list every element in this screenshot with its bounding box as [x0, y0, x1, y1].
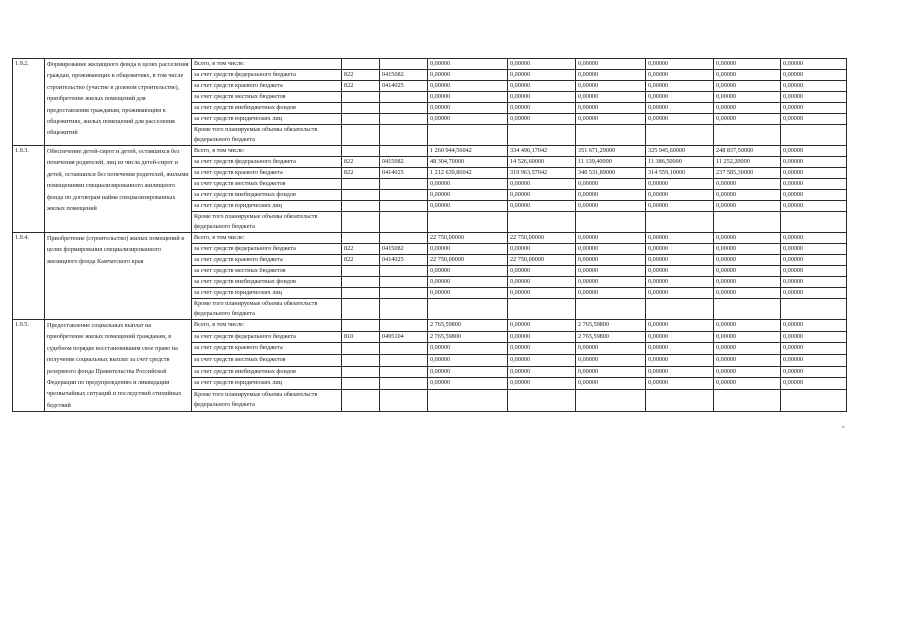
amount-cell: 0,00000 [508, 277, 576, 288]
amount-cell: 0,00000 [576, 70, 646, 81]
amount-cell: 0,00000 [781, 114, 847, 125]
grbs-code [342, 201, 380, 212]
amount-cell: 0,00000 [781, 277, 847, 288]
amount-cell: 0,00000 [428, 81, 508, 92]
amount-cell: 0,00000 [646, 201, 714, 212]
budget-code [380, 320, 428, 332]
budget-code [380, 59, 428, 70]
amount-cell: 0,00000 [508, 244, 576, 255]
grbs-code [342, 288, 380, 299]
amount-cell: 0,00000 [428, 114, 508, 125]
amount-cell: 0,00000 [508, 288, 576, 299]
amount-cell [781, 125, 847, 146]
budget-code [380, 299, 428, 320]
amount-cell: 237 585,30000 [714, 168, 781, 179]
amount-cell: 0,00000 [576, 277, 646, 288]
budget-code: 0495104 [380, 331, 428, 343]
table-body [13, 59, 847, 412]
item-number: 1.9.2. [13, 59, 45, 146]
budget-code [380, 366, 428, 378]
amount-cell: 0,00000 [646, 114, 714, 125]
amount-cell: 0,00000 [781, 146, 847, 157]
grbs-code [342, 277, 380, 288]
amount-cell: 0,00000 [428, 59, 508, 70]
funding-source: за счет средств внебюджетных фондов [192, 366, 342, 378]
amount-cell: 0,00000 [646, 320, 714, 332]
amount-cell: 0,00000 [428, 92, 508, 103]
amount-cell: 48 304,70000 [428, 157, 508, 168]
amount-cell: 0,00000 [714, 114, 781, 125]
amount-cell [576, 212, 646, 233]
funding-source: за счет средств федерального бюджета [192, 157, 342, 168]
amount-cell: 0,00000 [428, 288, 508, 299]
amount-cell [714, 299, 781, 320]
grbs-code [342, 233, 380, 244]
amount-cell: 319 963,57042 [508, 168, 576, 179]
amount-cell: 0,00000 [646, 233, 714, 244]
item-description: Формирование жилищного фонда в целях расселения граждан, проживающих в общежитиях, в том числе строительство (участие в долевом строительстве), приобретение жилых помещений для предоставления гражданам, проживающим в общежитиях, жилых помещений для расселения общежитий [45, 59, 192, 146]
amount-cell: 22 750,00000 [428, 255, 508, 266]
amount-cell: 0,00000 [508, 201, 576, 212]
amount-cell: 0,00000 [646, 70, 714, 81]
amount-cell [714, 389, 781, 411]
grbs-code [342, 366, 380, 378]
amount-cell: 0,00000 [714, 92, 781, 103]
amount-cell [781, 212, 847, 233]
amount-cell: 0,00000 [428, 277, 508, 288]
budget-code [380, 190, 428, 201]
grbs-code: 822 [342, 168, 380, 179]
amount-cell: 0,00000 [781, 190, 847, 201]
item-description: Обеспечение детей-сирот и детей, оставшихся без попечения родителей, лиц из числа детей-сирот и детей, оставшихся без попечения родителей, жилыми помещениями специализированного жилищного фонда по договорам найма специализированных жилых помещений [45, 146, 192, 233]
grbs-code [342, 320, 380, 332]
budget-code [380, 146, 428, 157]
amount-cell: 1 260 944,56042 [428, 146, 508, 157]
grbs-code: 822 [342, 70, 380, 81]
budget-code [380, 277, 428, 288]
amount-cell: 0,00000 [428, 366, 508, 378]
item-number: 1.9.3. [13, 146, 45, 233]
amount-cell: 0,00000 [646, 277, 714, 288]
grbs-code: 822 [342, 244, 380, 255]
amount-cell: 0,00000 [508, 354, 576, 366]
funding-source-note: Кроме того планируемые объемы обязательств федерального бюджета [192, 125, 342, 146]
table-row [13, 146, 847, 157]
amount-cell: 0,00000 [714, 81, 781, 92]
grbs-code [342, 179, 380, 190]
amount-cell: 325 945,60000 [646, 146, 714, 157]
amount-cell: 0,00000 [781, 343, 847, 355]
amount-cell: 0,00000 [508, 179, 576, 190]
amount-cell: 0,00000 [428, 354, 508, 366]
budget-code [380, 288, 428, 299]
amount-cell: 0,00000 [781, 168, 847, 179]
amount-cell: 0,00000 [714, 70, 781, 81]
amount-cell: 0,00000 [428, 70, 508, 81]
amount-cell: 0,00000 [508, 190, 576, 201]
item-description: Приобретение (строительство) жилых помещений в целях формирования специализированного жилищного фонда Камчатского края [45, 233, 192, 320]
amount-cell: 0,00000 [781, 70, 847, 81]
amount-cell: 0,00000 [714, 244, 781, 255]
amount-cell: 0,00000 [781, 201, 847, 212]
amount-cell: 0,00000 [428, 179, 508, 190]
grbs-code [342, 125, 380, 146]
amount-cell: 0,00000 [576, 114, 646, 125]
amount-cell [646, 389, 714, 411]
budget-code [380, 125, 428, 146]
amount-cell: 0,00000 [714, 103, 781, 114]
budget-code [380, 212, 428, 233]
amount-cell: 0,00000 [508, 59, 576, 70]
funding-source: за счет средств краевого бюджета [192, 255, 342, 266]
amount-cell [428, 299, 508, 320]
amount-cell: 11 386,50000 [646, 157, 714, 168]
amount-cell: 0,00000 [508, 92, 576, 103]
table-row [13, 233, 847, 244]
amount-cell: 0,00000 [576, 266, 646, 277]
amount-cell: 0,00000 [576, 201, 646, 212]
amount-cell: 314 559,10000 [646, 168, 714, 179]
funding-source: за счет средств федерального бюджета [192, 244, 342, 255]
grbs-code [342, 92, 380, 103]
grbs-code [342, 103, 380, 114]
amount-cell: 340 531,89000 [576, 168, 646, 179]
funding-source: за счет средств внебюджетных фондов [192, 103, 342, 114]
amount-cell: 0,00000 [646, 288, 714, 299]
funding-source: за счет средств федерального бюджета [192, 70, 342, 81]
amount-cell [576, 389, 646, 411]
amount-cell: 0,00000 [781, 233, 847, 244]
budget-code: 0415082 [380, 244, 428, 255]
funding-source: за счет средств внебюджетных фондов [192, 190, 342, 201]
amount-cell: 0,00000 [781, 366, 847, 378]
funding-source: Всего, в том числе: [192, 59, 342, 70]
funding-source: за счет средств федерального бюджета [192, 331, 342, 343]
amount-cell: 0,00000 [781, 320, 847, 332]
amount-cell [646, 212, 714, 233]
amount-cell [576, 299, 646, 320]
amount-cell: 0,00000 [646, 59, 714, 70]
amount-cell: 22 750,00000 [508, 255, 576, 266]
amount-cell: 0,00000 [576, 81, 646, 92]
amount-cell: 0,00000 [714, 255, 781, 266]
grbs-code [342, 354, 380, 366]
funding-source: за счет средств краевого бюджета [192, 343, 342, 355]
budget-code: 0415082 [380, 157, 428, 168]
amount-cell [714, 212, 781, 233]
amount-cell: 22 750,00000 [508, 233, 576, 244]
amount-cell: 0,00000 [781, 59, 847, 70]
funding-source: за счет средств местных бюджетов [192, 92, 342, 103]
funding-source: за счет средств местных бюджетов [192, 266, 342, 277]
budget-table [12, 58, 847, 412]
amount-cell: 0,00000 [646, 103, 714, 114]
budget-code: 0415082 [380, 70, 428, 81]
amount-cell: 0,00000 [646, 255, 714, 266]
amount-cell: 0,00000 [781, 266, 847, 277]
grbs-code: 822 [342, 81, 380, 92]
budget-code [380, 114, 428, 125]
amount-cell: 0,00000 [576, 179, 646, 190]
amount-cell: 0,00000 [714, 366, 781, 378]
grbs-code [342, 299, 380, 320]
item-number: 1.9.4. [13, 233, 45, 320]
funding-source: Всего, в том числе: [192, 146, 342, 157]
funding-source: за счет средств местных бюджетов [192, 179, 342, 190]
amount-cell [714, 125, 781, 146]
amount-cell: 0,00000 [576, 92, 646, 103]
page-mark: » [842, 424, 845, 430]
amount-cell: 0,00000 [714, 59, 781, 70]
funding-source: за счет средств юридических лиц [192, 378, 342, 390]
amount-cell: 0,00000 [508, 70, 576, 81]
amount-cell: 0,00000 [781, 103, 847, 114]
amount-cell: 0,00000 [508, 331, 576, 343]
budget-code [380, 201, 428, 212]
amount-cell [646, 125, 714, 146]
budget-code: 0414025 [380, 255, 428, 266]
amount-cell [646, 299, 714, 320]
amount-cell: 0,00000 [576, 59, 646, 70]
amount-cell: 11 252,20000 [714, 157, 781, 168]
funding-source: за счет средств юридических лиц [192, 114, 342, 125]
funding-source-note: Кроме того планируемые объемы обязательств федерального бюджета [192, 299, 342, 320]
amount-cell [508, 125, 576, 146]
amount-cell: 0,00000 [781, 179, 847, 190]
grbs-code [342, 389, 380, 411]
amount-cell: 14 526,60000 [508, 157, 576, 168]
amount-cell: 22 750,00000 [428, 233, 508, 244]
amount-cell: 0,00000 [714, 378, 781, 390]
amount-cell: 0,00000 [646, 179, 714, 190]
amount-cell: 0,00000 [428, 244, 508, 255]
amount-cell: 0,00000 [428, 103, 508, 114]
amount-cell [428, 389, 508, 411]
amount-cell: 0,00000 [646, 366, 714, 378]
amount-cell: 2 765,59800 [428, 320, 508, 332]
amount-cell: 0,00000 [714, 190, 781, 201]
amount-cell: 0,00000 [781, 331, 847, 343]
budget-code [380, 233, 428, 244]
amount-cell: 0,00000 [508, 266, 576, 277]
amount-cell: 0,00000 [508, 366, 576, 378]
amount-cell: 0,00000 [714, 233, 781, 244]
amount-cell: 0,00000 [576, 343, 646, 355]
funding-source-note: Кроме того планируемые объемы обязательств федерального бюджета [192, 212, 342, 233]
funding-source: за счет средств внебюджетных фондов [192, 277, 342, 288]
amount-cell: 0,00000 [646, 244, 714, 255]
funding-source: за счет средств юридических лиц [192, 288, 342, 299]
amount-cell: 0,00000 [781, 354, 847, 366]
amount-cell: 0,00000 [714, 320, 781, 332]
grbs-code [342, 190, 380, 201]
amount-cell: 0,00000 [428, 190, 508, 201]
budget-code: 0414025 [380, 81, 428, 92]
funding-source-note: Кроме того планируемые объемы обязательств федерального бюджета [192, 389, 342, 411]
amount-cell: 0,00000 [576, 366, 646, 378]
amount-cell: 0,00000 [781, 378, 847, 390]
table-row [13, 59, 847, 70]
amount-cell: 0,00000 [508, 320, 576, 332]
amount-cell: 0,00000 [714, 354, 781, 366]
amount-cell: 0,00000 [508, 378, 576, 390]
amount-cell: 0,00000 [646, 190, 714, 201]
amount-cell: 248 837,50000 [714, 146, 781, 157]
table-row [13, 320, 847, 332]
funding-source: за счет средств краевого бюджета [192, 81, 342, 92]
amount-cell: 0,00000 [714, 331, 781, 343]
grbs-code [342, 114, 380, 125]
budget-code [380, 378, 428, 390]
amount-cell [576, 125, 646, 146]
amount-cell: 0,00000 [576, 233, 646, 244]
amount-cell: 0,00000 [646, 81, 714, 92]
amount-cell: 0,00000 [646, 92, 714, 103]
amount-cell [428, 125, 508, 146]
amount-cell: 0,00000 [428, 266, 508, 277]
grbs-code [342, 59, 380, 70]
amount-cell [428, 212, 508, 233]
item-description: Предоставление социальных выплат на приобретение жилых помещений гражданам, в судебном порядке восстановившим свое право на получение социальных выплат за счет средств резервного фонда Правительства Российской Федерации по предупреждению и ликвидации чрезвычайных ситуаций и последствий стихийных бедствий [45, 320, 192, 412]
amount-cell: 0,00000 [781, 92, 847, 103]
amount-cell: 0,00000 [646, 331, 714, 343]
amount-cell: 0,00000 [714, 179, 781, 190]
amount-cell: 1 212 639,86042 [428, 168, 508, 179]
amount-cell [508, 389, 576, 411]
amount-cell: 2 765,59800 [576, 320, 646, 332]
amount-cell [781, 389, 847, 411]
amount-cell: 0,00000 [428, 201, 508, 212]
amount-cell: 0,00000 [508, 81, 576, 92]
grbs-code [342, 343, 380, 355]
amount-cell: 0,00000 [576, 255, 646, 266]
grbs-code [342, 146, 380, 157]
item-number: 1.9.5. [13, 320, 45, 412]
grbs-code: 822 [342, 157, 380, 168]
amount-cell: 0,00000 [714, 201, 781, 212]
budget-code [380, 266, 428, 277]
grbs-code [342, 266, 380, 277]
grbs-code: 810 [342, 331, 380, 343]
amount-cell: 11 139,40000 [576, 157, 646, 168]
amount-cell: 0,00000 [781, 157, 847, 168]
amount-cell: 0,00000 [508, 103, 576, 114]
amount-cell: 0,00000 [576, 244, 646, 255]
funding-source: Всего, в том числе: [192, 233, 342, 244]
funding-source: за счет средств краевого бюджета [192, 168, 342, 179]
budget-code [380, 92, 428, 103]
funding-source: Всего, в том числе: [192, 320, 342, 332]
amount-cell: 0,00000 [646, 343, 714, 355]
amount-cell: 0,00000 [714, 288, 781, 299]
funding-source: за счет средств юридических лиц [192, 201, 342, 212]
budget-code [380, 343, 428, 355]
amount-cell: 0,00000 [714, 343, 781, 355]
amount-cell: 0,00000 [781, 81, 847, 92]
budget-code [380, 354, 428, 366]
amount-cell: 0,00000 [576, 103, 646, 114]
amount-cell [508, 212, 576, 233]
amount-cell: 0,00000 [646, 354, 714, 366]
amount-cell: 0,00000 [646, 378, 714, 390]
amount-cell: 0,00000 [508, 114, 576, 125]
grbs-code [342, 378, 380, 390]
amount-cell: 0,00000 [714, 266, 781, 277]
amount-cell [508, 299, 576, 320]
amount-cell: 0,00000 [576, 190, 646, 201]
amount-cell: 0,00000 [508, 343, 576, 355]
amount-cell: 0,00000 [781, 288, 847, 299]
amount-cell: 0,00000 [781, 244, 847, 255]
budget-code [380, 389, 428, 411]
amount-cell: 2 765,59800 [576, 331, 646, 343]
amount-cell: 0,00000 [646, 266, 714, 277]
budget-code [380, 103, 428, 114]
grbs-code [342, 212, 380, 233]
amount-cell [781, 299, 847, 320]
amount-cell: 0,00000 [428, 343, 508, 355]
amount-cell: 0,00000 [781, 255, 847, 266]
amount-cell: 0,00000 [576, 288, 646, 299]
amount-cell: 0,00000 [428, 378, 508, 390]
amount-cell: 0,00000 [714, 277, 781, 288]
amount-cell: 0,00000 [576, 378, 646, 390]
budget-code: 0414025 [380, 168, 428, 179]
amount-cell: 0,00000 [576, 354, 646, 366]
amount-cell: 334 490,17042 [508, 146, 576, 157]
amount-cell: 2 765,59800 [428, 331, 508, 343]
amount-cell: 351 671,29000 [576, 146, 646, 157]
budget-code [380, 179, 428, 190]
funding-source: за счет средств местных бюджетов [192, 354, 342, 366]
grbs-code: 822 [342, 255, 380, 266]
